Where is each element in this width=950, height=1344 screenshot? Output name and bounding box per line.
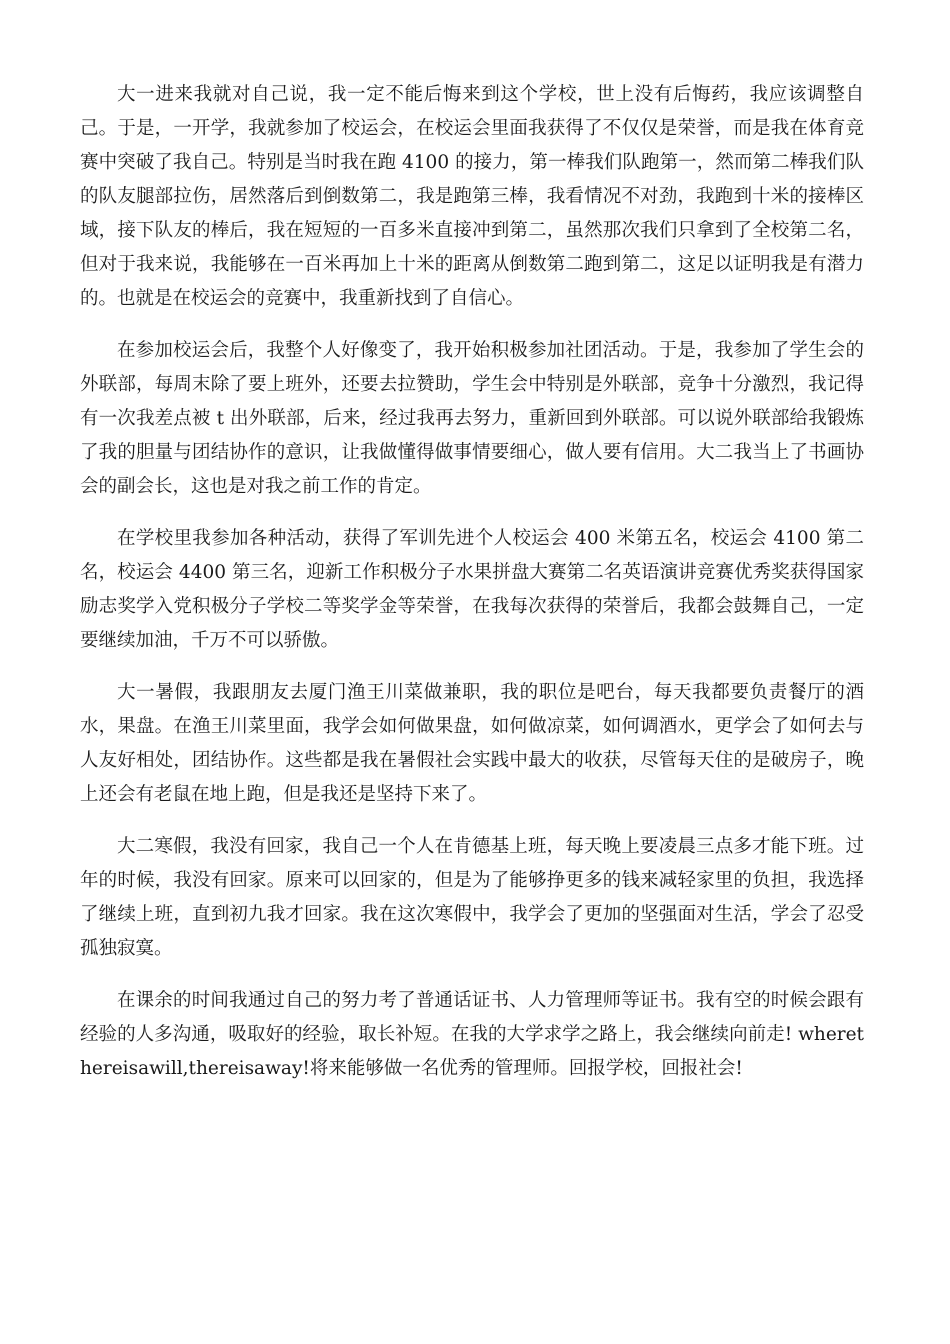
paragraph-6: 在课余的时间我通过自己的努力考了普通话证书、人力管理师等证书。我有空的时候会跟有经验的人多沟通，吸取好的经验，取长补短。在我的大学求学之路上，我会继续向前走! wherethereisawill,thereisaway!将来能够做一名优秀的管理师。回报学校，回报社会! (80, 990, 864, 1079)
paragraph-2: 在参加校运会后，我整个人好像变了，我开始积极参加社团活动。于是，我参加了学生会的外联部，每周末除了要上班外，还要去拉赞助，学生会中特别是外联部，竞争十分激烈，我记得有一次我差点被 t 出外联部，后来，经过我再去努力，重新回到外联部。可以说外联部给我锻炼了我的胆量与团结协作的意识，让我做懂得做事情要细心，做人要有信用。大二我当上了书画协会的副会长，这也是对我之前工作的肯定。 (80, 340, 864, 497)
paragraph-3: 在学校里我参加各种活动，获得了军训先进个人校运会 400 米第五名，校运会 4100 第二名，校运会 4400 第三名，迎新工作积极分子水果拼盘大赛第二名英语演讲竞赛优秀奖获得国家励志奖学入党积极分子学校二等奖学金等荣誉，在我每次获得的荣誉后，我都会鼓舞自己，一定要继续加油，千万不可以骄傲。 (80, 528, 864, 651)
document-body (80, 78, 864, 1104)
paragraph-4: 大一暑假，我跟朋友去厦门渔王川菜做兼职，我的职位是吧台，每天我都要负责餐厅的酒水，果盘。在渔王川菜里面，我学会如何做果盘，如何做凉菜，如何调酒水，更学会了如何去与人友好相处，团结协作。这些都是我在暑假社会实践中最大的收获，尽管每天住的是破房子，晚上还会有老鼠在地上跑，但是我还是坚持下来了。 (80, 682, 864, 805)
paragraph-1: 大一进来我就对自己说，我一定不能后悔来到这个学校，世上没有后悔药，我应该调整自己。于是，一开学，我就参加了校运会，在校运会里面我获得了不仅仅是荣誉，而是我在体育竞赛中突破了我自己。特别是当时我在跑 4100 的接力，第一棒我们队跑第一，然而第二棒我们队的队友腿部拉伤，居然落后到倒数第二，我是跑第三棒，我看情况不对劲，我跑到十米的接棒区域，接下队友的棒后，我在短短的一百多米直接冲到第二，虽然那次我们只拿到了全校第二名，但对于我来说，我能够在一百米再加上十米的距离从倒数第二跑到第二，这足以证明我是有潜力的。也就是在校运会的竞赛中，我重新找到了自信心。 (80, 84, 864, 309)
paragraph-5: 大二寒假，我没有回家，我自己一个人在肯德基上班，每天晚上要凌晨三点多才能下班。过年的时候，我没有回家。原来可以回家的，但是为了能够挣更多的钱来减轻家里的负担，我选择了继续上班，直到初九我才回家。我在这次寒假中，我学会了更加的坚强面对生活，学会了忍受孤独寂寞。 (80, 836, 864, 959)
